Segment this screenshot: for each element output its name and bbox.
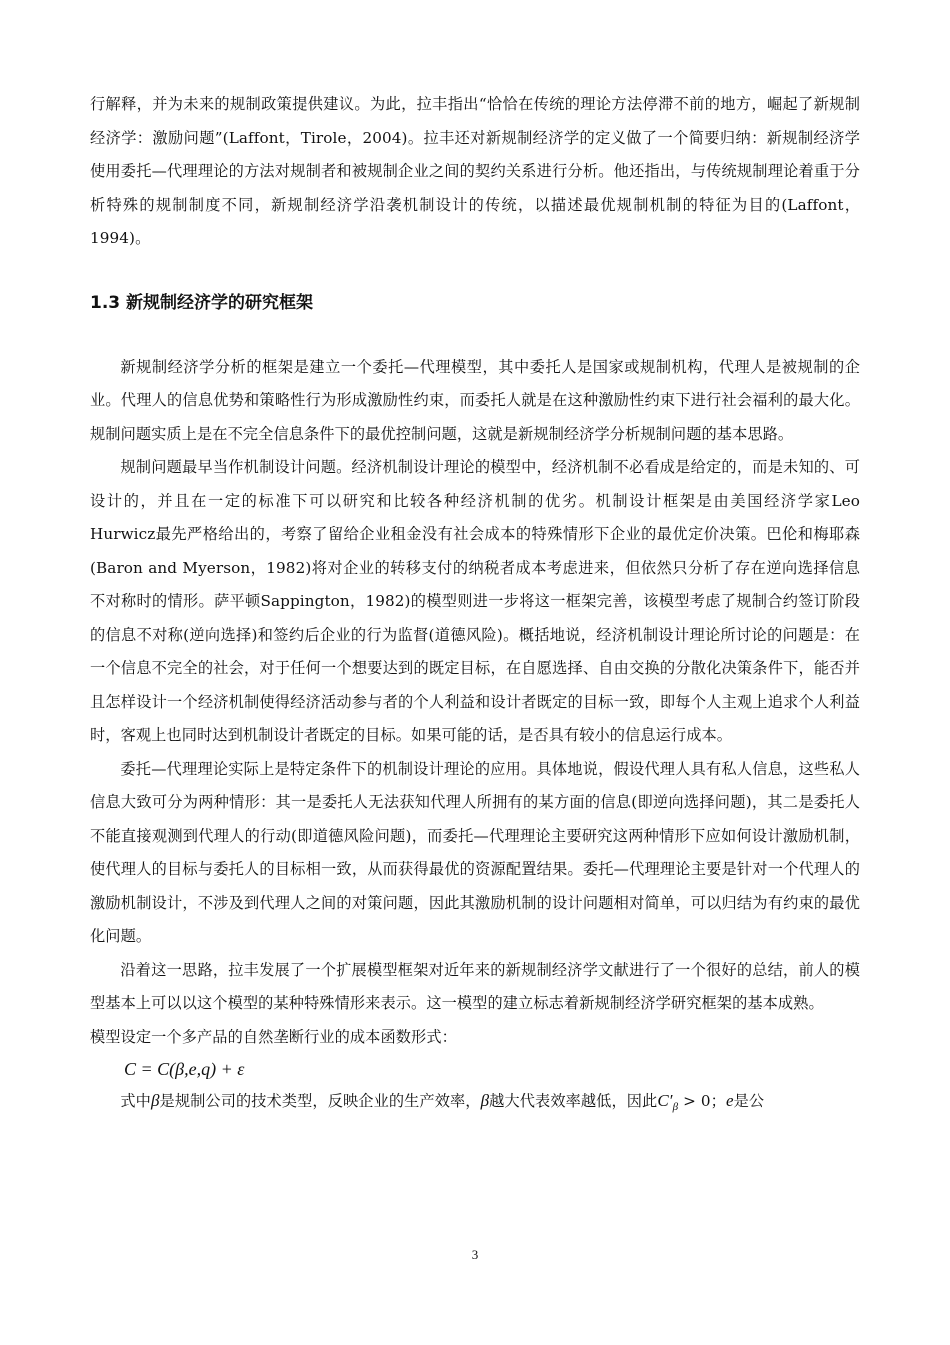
- cost-derivative-symbol: C′: [657, 1091, 673, 1110]
- paragraph-mechanism-design: 规制问题最早当作机制设计问题。经济机制设计理论的模型中，经济机制不必看成是给定的，而是未知的、可设计的，并且在一定的标准下可以研究和比较各种经济机制的优劣。机制设计框架是由美国经济学家Leo Hurwicz最先严格给出的，考察了留给企业租金没有社会成本的特殊情形下企业的最优定价决策。巴伦和梅耶森(Baron and Myerson，1982)将对企业的转移支付的纳税者成本考虑进来，但依然只分析了存在逆向选择信息不对称时的情形。萨平顿Sappington，1982)的模型则进一步将这一框架完善，该模型考虑了规制合约签订阶段的信息不对称(逆向选择)和签约后企业的行为监督(道德风险)。概括地说，经济机制设计理论所讨论的问题是：在一个信息不完全的社会，对于任何一个想要达到的既定目标，在自愿选择、自由交换的分散化决策条件下，能否并且怎样设计一个经济机制使得经济活动参与者的个人利益和设计者既定的目标一致，即每个人主观上追求个人利益时，客观上也同时达到机制设计者既定的目标。如果可能的话，是否具有较小的信息运行成本。: [90, 458, 860, 744]
- paragraph-principal-agent: 委托—代理理论实际上是特定条件下的机制设计理论的应用。具体地说，假设代理人具有私人信息，这些私人信息大致可分为两种情形：其一是委托人无法获知代理人所拥有的某方面的信息(即逆向选择问题)，其二是委托人不能直接观测到代理人的行动(即道德风险问题)，而委托—代理理论主要研究这两种情形下应如何设计激励机制，使代理人的目标与委托人的目标相一致，从而获得最优的资源配置结果。委托—代理理论主要是针对一个代理人的激励机制设计，不涉及到代理人之间的对策问题，因此其激励机制的设计问题相对简单，可以归结为有约束的最优化问题。: [90, 759, 860, 945]
- beta-symbol: β: [150, 1091, 160, 1110]
- page-number: 3: [471, 1247, 479, 1262]
- text-segment: 是规制公司的技术类型，反映企业的生产效率，: [159, 1092, 481, 1110]
- page-content: [90, 88, 860, 1125]
- paragraph-laffont-model: 沿着这一思路，拉丰发展了一个扩展模型框架对近年来的新规制经济学文献进行了一个很好的总结，前人的模型基本上可以以这个模型的某种特殊情形来表示。这一模型的建立标志着新规制经济学研究框架的基本成熟。: [90, 960, 860, 1012]
- paragraph-model-intro: 模型设定一个多产品的自然垄断行业的成本函数形式：: [90, 1027, 457, 1046]
- text-segment: 式中: [120, 1092, 151, 1110]
- effort-symbol: e: [725, 1091, 734, 1110]
- section-heading: 1.3 新规制经济学的研究框架: [90, 292, 314, 313]
- paragraph-framework: 新规制经济学分析的框架是建立一个委托—代理模型，其中委托人是国家或规制机构，代理人是被规制的企业。代理人的信息优势和策略性行为形成激励性约束，而委托人就是在这种激励性约束下进行社会福利的最大化。规制问题实质上是在不完全信息条件下的最优控制问题，这就是新规制经济学分析规制问题的基本思路。: [90, 357, 860, 443]
- paragraph-variable-definitions: [90, 1084, 860, 1125]
- text-segment: 是公: [733, 1092, 765, 1110]
- derivative-subscript: β: [672, 1101, 679, 1114]
- beta-symbol: β: [480, 1091, 490, 1110]
- text-segment: 越大代表效率越低，因此: [489, 1092, 658, 1110]
- paragraph-continued: 行解释，并为未来的规制政策提供建议。为此，拉丰指出“恰恰在传统的理论方法停滞不前的地方，崛起了新规制经济学：激励问题”(Laffont，Tirole，2004)。拉丰还对新规制经济学的定义做了一个简要归纳：新规制经济学使用委托—代理理论的方法对规制者和被规制企业之间的契约关系进行分析。他还指出，与传统规制理论着重于分析特殊的规制制度不同，新规制经济学沿袭机制设计的传统，以描述最优规制机制的特征为目的(Laffont，1994)。: [90, 95, 860, 247]
- cost-function-formula: C = C(β,e,q) + ε: [124, 1059, 245, 1079]
- text-segment: > 0；: [678, 1092, 726, 1110]
